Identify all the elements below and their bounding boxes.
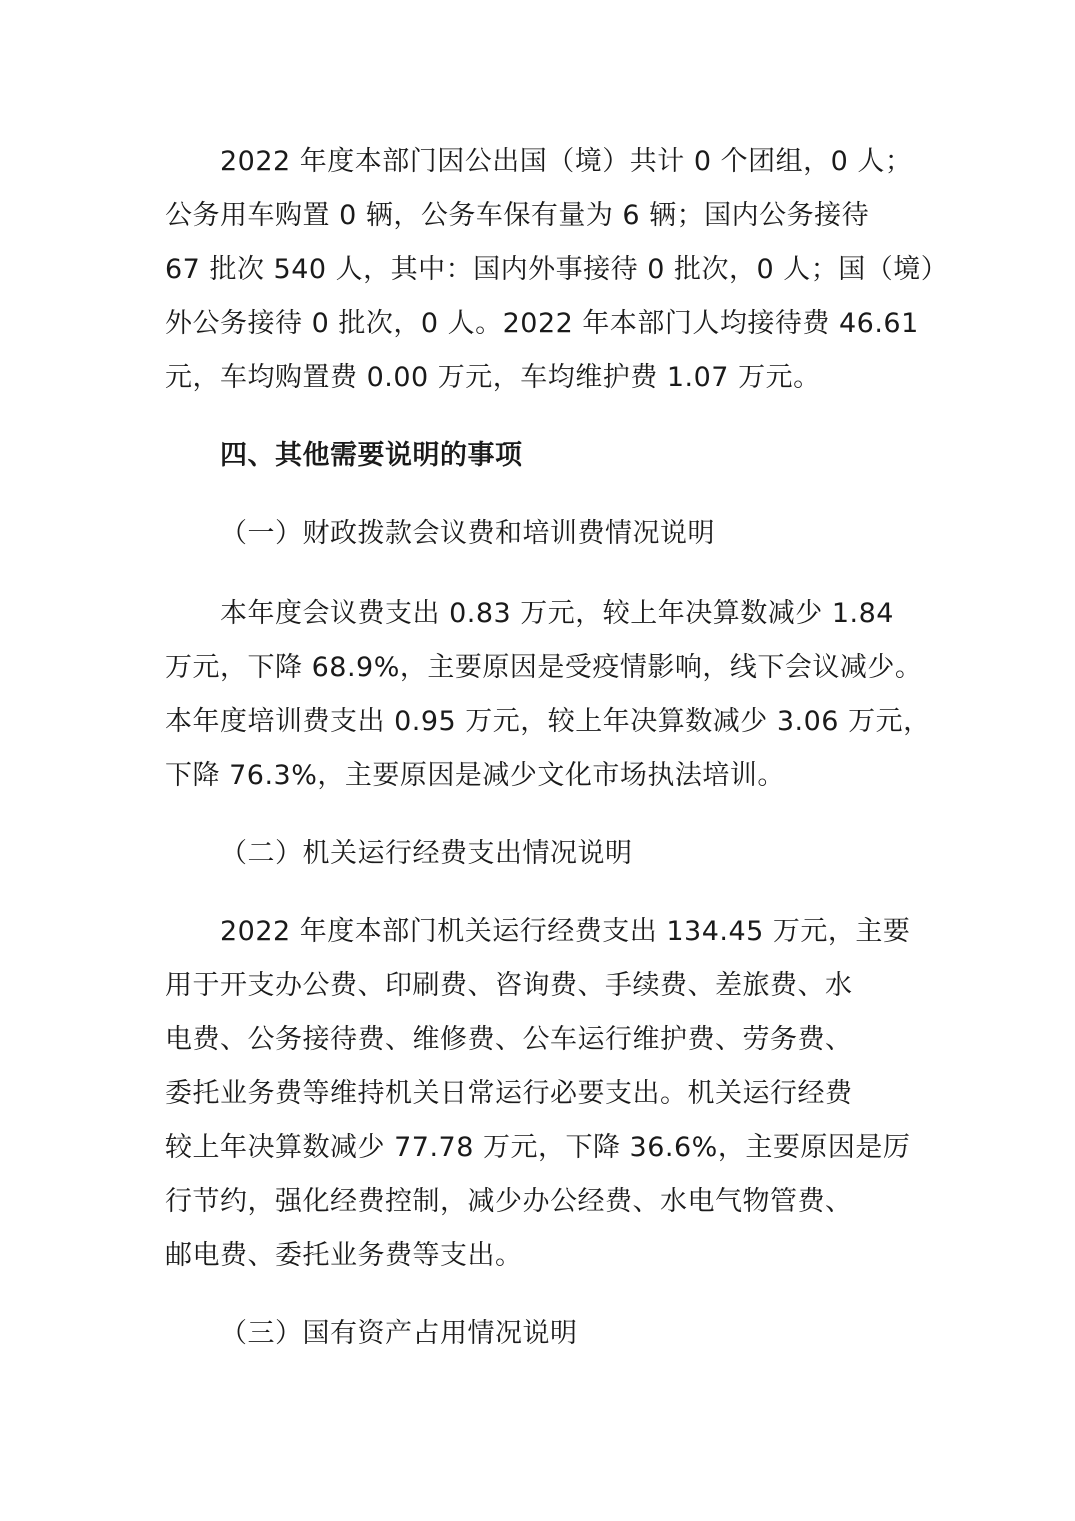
paragraph-line: 行节约，强化经费控制，减少办公经费、水电气物管费、 <box>165 1186 853 1217</box>
paragraph-line: 公务用车购置 0 辆，公务车保有量为 6 辆；国内公务接待 <box>165 200 870 231</box>
paragraph-line: 外公务接待 0 批次，0 人。2022 年本部门人均接待费 46.61 <box>165 308 919 339</box>
paragraph-line: 本年度培训费支出 0.95 万元，较上年决算数减少 3.06 万元， <box>165 706 931 737</box>
section-heading: 四、其他需要说明的事项 <box>220 440 523 471</box>
subsection-heading: （三）国有资产占用情况说明 <box>220 1318 578 1349</box>
paragraph-line: 用于开支办公费、印刷费、咨询费、手续费、差旅费、水 <box>165 970 853 1001</box>
subsection-heading: （一）财政拨款会议费和培训费情况说明 <box>220 518 715 549</box>
paragraph-line: 较上年决算数减少 77.78 万元，下降 36.6%，主要原因是厉 <box>165 1132 911 1163</box>
paragraph-line: 2022 年度本部门因公出国（境）共计 0 个团组，0 人； <box>220 146 913 177</box>
paragraph-line: 元，车均购置费 0.00 万元，车均维护费 1.07 万元。 <box>165 362 821 393</box>
paragraph-line: 2022 年度本部门机关运行经费支出 134.45 万元，主要 <box>220 916 911 947</box>
subsection-heading: （二）机关运行经费支出情况说明 <box>220 838 633 869</box>
paragraph-line: 本年度会议费支出 0.83 万元，较上年决算数减少 1.84 <box>220 598 894 629</box>
paragraph-line: 电费、公务接待费、维修费、公车运行维护费、劳务费、 <box>165 1024 853 1055</box>
paragraph-line: 下降 76.3%，主要原因是减少文化市场执法培训。 <box>165 760 785 791</box>
paragraph-line: 67 批次 540 人，其中：国内外事接待 0 批次，0 人；国（境） <box>165 254 949 285</box>
paragraph-line: 邮电费、委托业务费等支出。 <box>165 1240 523 1271</box>
paragraph-line: 委托业务费等维持机关日常运行必要支出。机关运行经费 <box>165 1078 853 1109</box>
paragraph-line: 万元，下降 68.9%，主要原因是受疫情影响，线下会议减少。 <box>165 652 923 683</box>
